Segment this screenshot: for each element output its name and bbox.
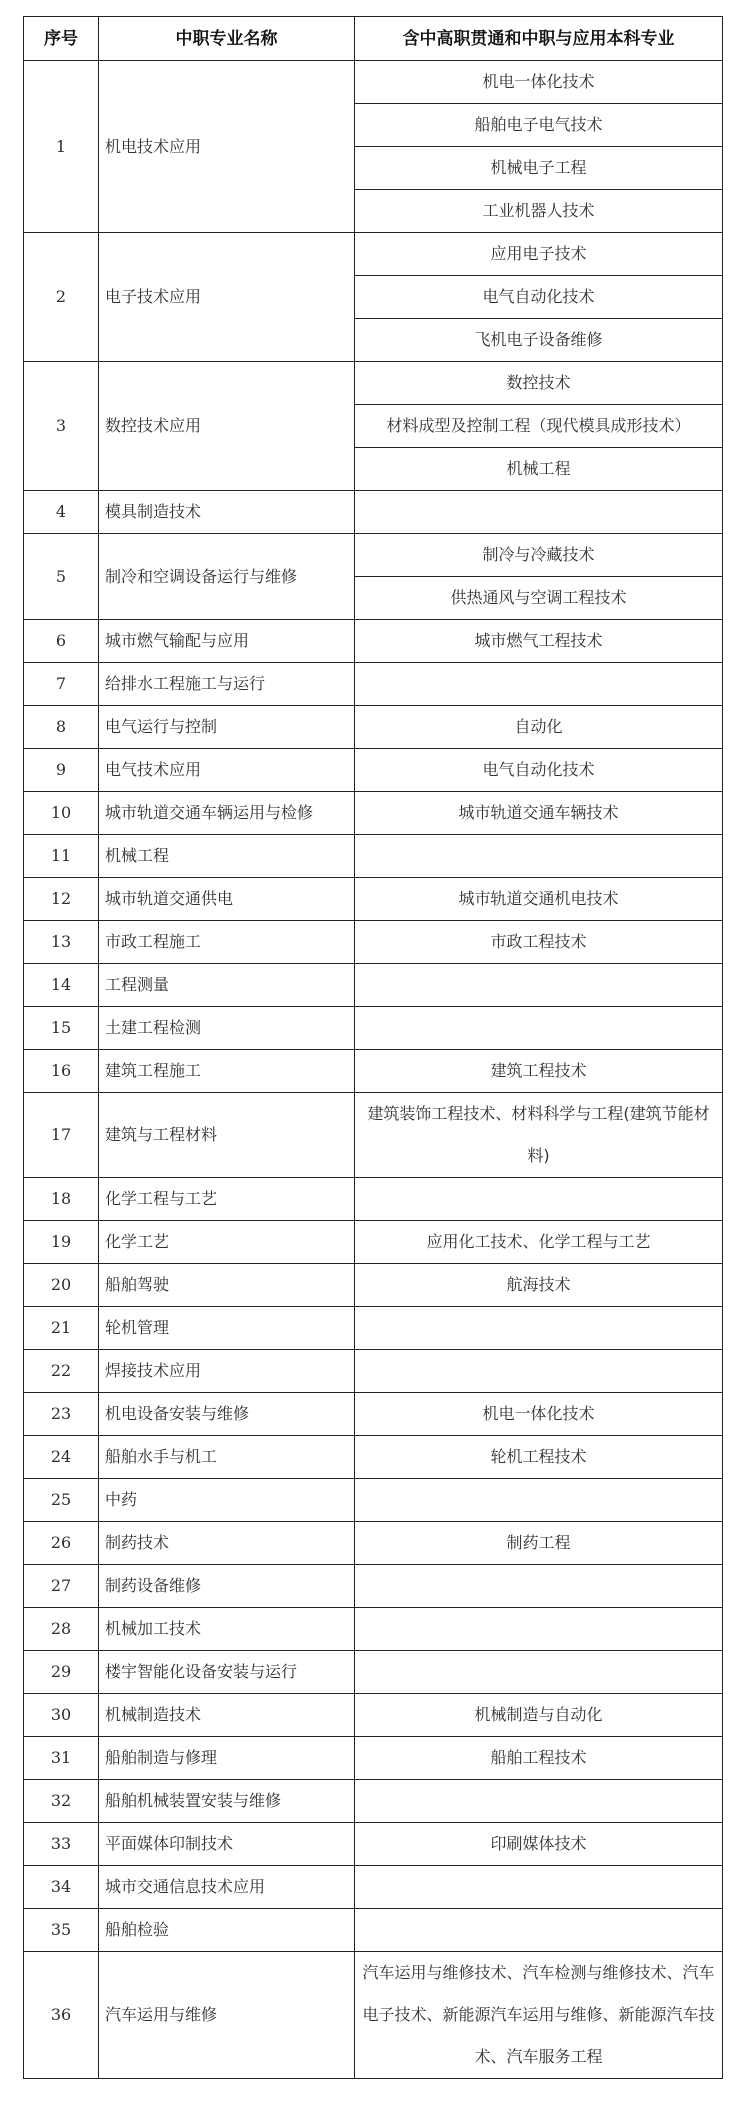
serial-number-cell: 8 xyxy=(24,706,99,749)
serial-number-cell: 13 xyxy=(24,921,99,964)
related-major-cell xyxy=(355,964,723,1007)
major-name-cell: 模具制造技术 xyxy=(99,491,355,534)
major-name-cell: 机械工程 xyxy=(99,835,355,878)
related-major-cell xyxy=(355,1007,723,1050)
table-row xyxy=(24,620,723,663)
table-row xyxy=(24,964,723,1007)
serial-number-cell: 28 xyxy=(24,1608,99,1651)
table-row xyxy=(24,663,723,706)
table-row xyxy=(24,1093,723,1178)
serial-number-cell: 16 xyxy=(24,1050,99,1093)
related-major-cell xyxy=(355,1651,723,1694)
serial-number-cell: 30 xyxy=(24,1694,99,1737)
major-name-cell: 轮机管理 xyxy=(99,1307,355,1350)
serial-number-cell: 17 xyxy=(24,1093,99,1178)
table-row xyxy=(24,1651,723,1694)
related-major-cell: 应用电子技术 xyxy=(355,233,723,276)
serial-number-cell: 10 xyxy=(24,792,99,835)
table-row xyxy=(24,1866,723,1909)
serial-number-cell: 15 xyxy=(24,1007,99,1050)
serial-number-cell: 25 xyxy=(24,1479,99,1522)
related-major-cell xyxy=(355,1866,723,1909)
table-row xyxy=(24,1737,723,1780)
major-name-cell: 建筑工程施工 xyxy=(99,1050,355,1093)
table-row xyxy=(24,706,723,749)
related-major-cell: 城市轨道交通车辆技术 xyxy=(355,792,723,835)
table-header-row xyxy=(24,17,723,61)
major-name-cell: 制药设备维修 xyxy=(99,1565,355,1608)
table-row xyxy=(24,878,723,921)
header-serial-number: 序号 xyxy=(24,17,99,61)
serial-number-cell: 21 xyxy=(24,1307,99,1350)
table-row xyxy=(24,534,723,577)
table-row xyxy=(24,1694,723,1737)
related-major-cell: 数控技术 xyxy=(355,362,723,405)
table-row xyxy=(24,1608,723,1651)
related-major-cell: 电气自动化技术 xyxy=(355,749,723,792)
table-row xyxy=(24,233,723,276)
header-major-name: 中职专业名称 xyxy=(99,17,355,61)
related-major-cell: 印刷媒体技术 xyxy=(355,1823,723,1866)
major-name-cell: 城市轨道交通车辆运用与检修 xyxy=(99,792,355,835)
related-major-cell: 机械电子工程 xyxy=(355,147,723,190)
related-major-cell xyxy=(355,1479,723,1522)
related-major-cell: 市政工程技术 xyxy=(355,921,723,964)
serial-number-cell: 31 xyxy=(24,1737,99,1780)
serial-number-cell: 26 xyxy=(24,1522,99,1565)
major-name-cell: 楼宇智能化设备安装与运行 xyxy=(99,1651,355,1694)
major-name-cell: 机电设备安装与维修 xyxy=(99,1393,355,1436)
major-name-cell: 城市交通信息技术应用 xyxy=(99,1866,355,1909)
table-row xyxy=(24,1264,723,1307)
serial-number-cell: 12 xyxy=(24,878,99,921)
major-name-cell: 船舶驾驶 xyxy=(99,1264,355,1307)
major-name-cell: 制药技术 xyxy=(99,1522,355,1565)
table-row xyxy=(24,1178,723,1221)
table-row xyxy=(24,1780,723,1823)
major-name-cell: 机械制造技术 xyxy=(99,1694,355,1737)
major-name-cell: 船舶水手与机工 xyxy=(99,1436,355,1479)
serial-number-cell: 23 xyxy=(24,1393,99,1436)
serial-number-cell: 5 xyxy=(24,534,99,620)
related-major-cell: 飞机电子设备维修 xyxy=(355,319,723,362)
serial-number-cell: 34 xyxy=(24,1866,99,1909)
major-name-cell: 城市燃气输配与应用 xyxy=(99,620,355,663)
major-name-cell: 汽车运用与维修 xyxy=(99,1952,355,2079)
major-name-cell: 焊接技术应用 xyxy=(99,1350,355,1393)
related-major-cell: 应用化工技术、化学工程与工艺 xyxy=(355,1221,723,1264)
table-row xyxy=(24,1952,723,2079)
serial-number-cell: 1 xyxy=(24,61,99,233)
serial-number-cell: 19 xyxy=(24,1221,99,1264)
table-row xyxy=(24,1307,723,1350)
table-row xyxy=(24,1007,723,1050)
related-major-cell: 自动化 xyxy=(355,706,723,749)
serial-number-cell: 7 xyxy=(24,663,99,706)
related-major-cell xyxy=(355,491,723,534)
table-row xyxy=(24,1565,723,1608)
related-major-cell: 船舶工程技术 xyxy=(355,1737,723,1780)
major-name-cell: 建筑与工程材料 xyxy=(99,1093,355,1178)
table-row xyxy=(24,491,723,534)
table-row xyxy=(24,921,723,964)
serial-number-cell: 32 xyxy=(24,1780,99,1823)
serial-number-cell: 4 xyxy=(24,491,99,534)
related-major-cell xyxy=(355,1780,723,1823)
related-major-cell xyxy=(355,835,723,878)
major-name-cell: 工程测量 xyxy=(99,964,355,1007)
table-row xyxy=(24,1221,723,1264)
table-row xyxy=(24,1350,723,1393)
major-name-cell: 给排水工程施工与运行 xyxy=(99,663,355,706)
related-major-cell xyxy=(355,663,723,706)
table-row xyxy=(24,1479,723,1522)
major-name-cell: 中药 xyxy=(99,1479,355,1522)
serial-number-cell: 33 xyxy=(24,1823,99,1866)
related-major-cell: 机电一体化技术 xyxy=(355,61,723,104)
major-name-cell: 城市轨道交通供电 xyxy=(99,878,355,921)
serial-number-cell: 6 xyxy=(24,620,99,663)
table-body xyxy=(24,61,723,2079)
related-major-cell: 船舶电子电气技术 xyxy=(355,104,723,147)
related-major-cell: 供热通风与空调工程技术 xyxy=(355,577,723,620)
table-row xyxy=(24,1436,723,1479)
major-name-cell: 平面媒体印制技术 xyxy=(99,1823,355,1866)
table-row xyxy=(24,1823,723,1866)
serial-number-cell: 27 xyxy=(24,1565,99,1608)
major-name-cell: 化学工程与工艺 xyxy=(99,1178,355,1221)
serial-number-cell: 36 xyxy=(24,1952,99,2079)
table-row xyxy=(24,1050,723,1093)
major-name-cell: 电子技术应用 xyxy=(99,233,355,362)
related-major-cell: 航海技术 xyxy=(355,1264,723,1307)
serial-number-cell: 20 xyxy=(24,1264,99,1307)
major-name-cell: 机械加工技术 xyxy=(99,1608,355,1651)
table-row xyxy=(24,749,723,792)
header-related-majors: 含中高职贯通和中职与应用本科专业 xyxy=(355,17,723,61)
major-name-cell: 制冷和空调设备运行与维修 xyxy=(99,534,355,620)
serial-number-cell: 9 xyxy=(24,749,99,792)
table-row xyxy=(24,1909,723,1952)
related-major-cell xyxy=(355,1178,723,1221)
related-major-cell xyxy=(355,1909,723,1952)
related-major-cell: 机械工程 xyxy=(355,448,723,491)
major-name-cell: 机电技术应用 xyxy=(99,61,355,233)
related-major-cell: 建筑工程技术 xyxy=(355,1050,723,1093)
table-row xyxy=(24,362,723,405)
major-name-cell: 电气运行与控制 xyxy=(99,706,355,749)
table-row xyxy=(24,1393,723,1436)
related-major-cell: 制冷与冷藏技术 xyxy=(355,534,723,577)
related-major-cell: 汽车运用与维修技术、汽车检测与维修技术、汽车电子技术、新能源汽车运用与维修、新能源汽车技术、汽车服务工程 xyxy=(355,1952,723,2079)
related-major-cell: 建筑装饰工程技术、材料科学与工程(建筑节能材料) xyxy=(355,1093,723,1178)
major-name-cell: 船舶制造与修理 xyxy=(99,1737,355,1780)
table-row xyxy=(24,61,723,104)
related-major-cell xyxy=(355,1350,723,1393)
serial-number-cell: 18 xyxy=(24,1178,99,1221)
related-major-cell: 轮机工程技术 xyxy=(355,1436,723,1479)
major-name-cell: 土建工程检测 xyxy=(99,1007,355,1050)
related-major-cell: 电气自动化技术 xyxy=(355,276,723,319)
major-name-cell: 数控技术应用 xyxy=(99,362,355,491)
serial-number-cell: 35 xyxy=(24,1909,99,1952)
table-row xyxy=(24,835,723,878)
major-name-cell: 电气技术应用 xyxy=(99,749,355,792)
serial-number-cell: 11 xyxy=(24,835,99,878)
serial-number-cell: 24 xyxy=(24,1436,99,1479)
major-name-cell: 船舶机械装置安装与维修 xyxy=(99,1780,355,1823)
majors-table xyxy=(23,16,723,2079)
related-major-cell: 城市轨道交通机电技术 xyxy=(355,878,723,921)
related-major-cell xyxy=(355,1565,723,1608)
related-major-cell xyxy=(355,1307,723,1350)
serial-number-cell: 3 xyxy=(24,362,99,491)
serial-number-cell: 2 xyxy=(24,233,99,362)
related-major-cell: 制药工程 xyxy=(355,1522,723,1565)
major-name-cell: 船舶检验 xyxy=(99,1909,355,1952)
related-major-cell: 材料成型及控制工程（现代模具成形技术） xyxy=(355,405,723,448)
related-major-cell: 工业机器人技术 xyxy=(355,190,723,233)
serial-number-cell: 14 xyxy=(24,964,99,1007)
serial-number-cell: 29 xyxy=(24,1651,99,1694)
related-major-cell: 城市燃气工程技术 xyxy=(355,620,723,663)
major-name-cell: 市政工程施工 xyxy=(99,921,355,964)
related-major-cell xyxy=(355,1608,723,1651)
table-row xyxy=(24,792,723,835)
related-major-cell: 机电一体化技术 xyxy=(355,1393,723,1436)
serial-number-cell: 22 xyxy=(24,1350,99,1393)
table-row xyxy=(24,1522,723,1565)
major-name-cell: 化学工艺 xyxy=(99,1221,355,1264)
related-major-cell: 机械制造与自动化 xyxy=(355,1694,723,1737)
